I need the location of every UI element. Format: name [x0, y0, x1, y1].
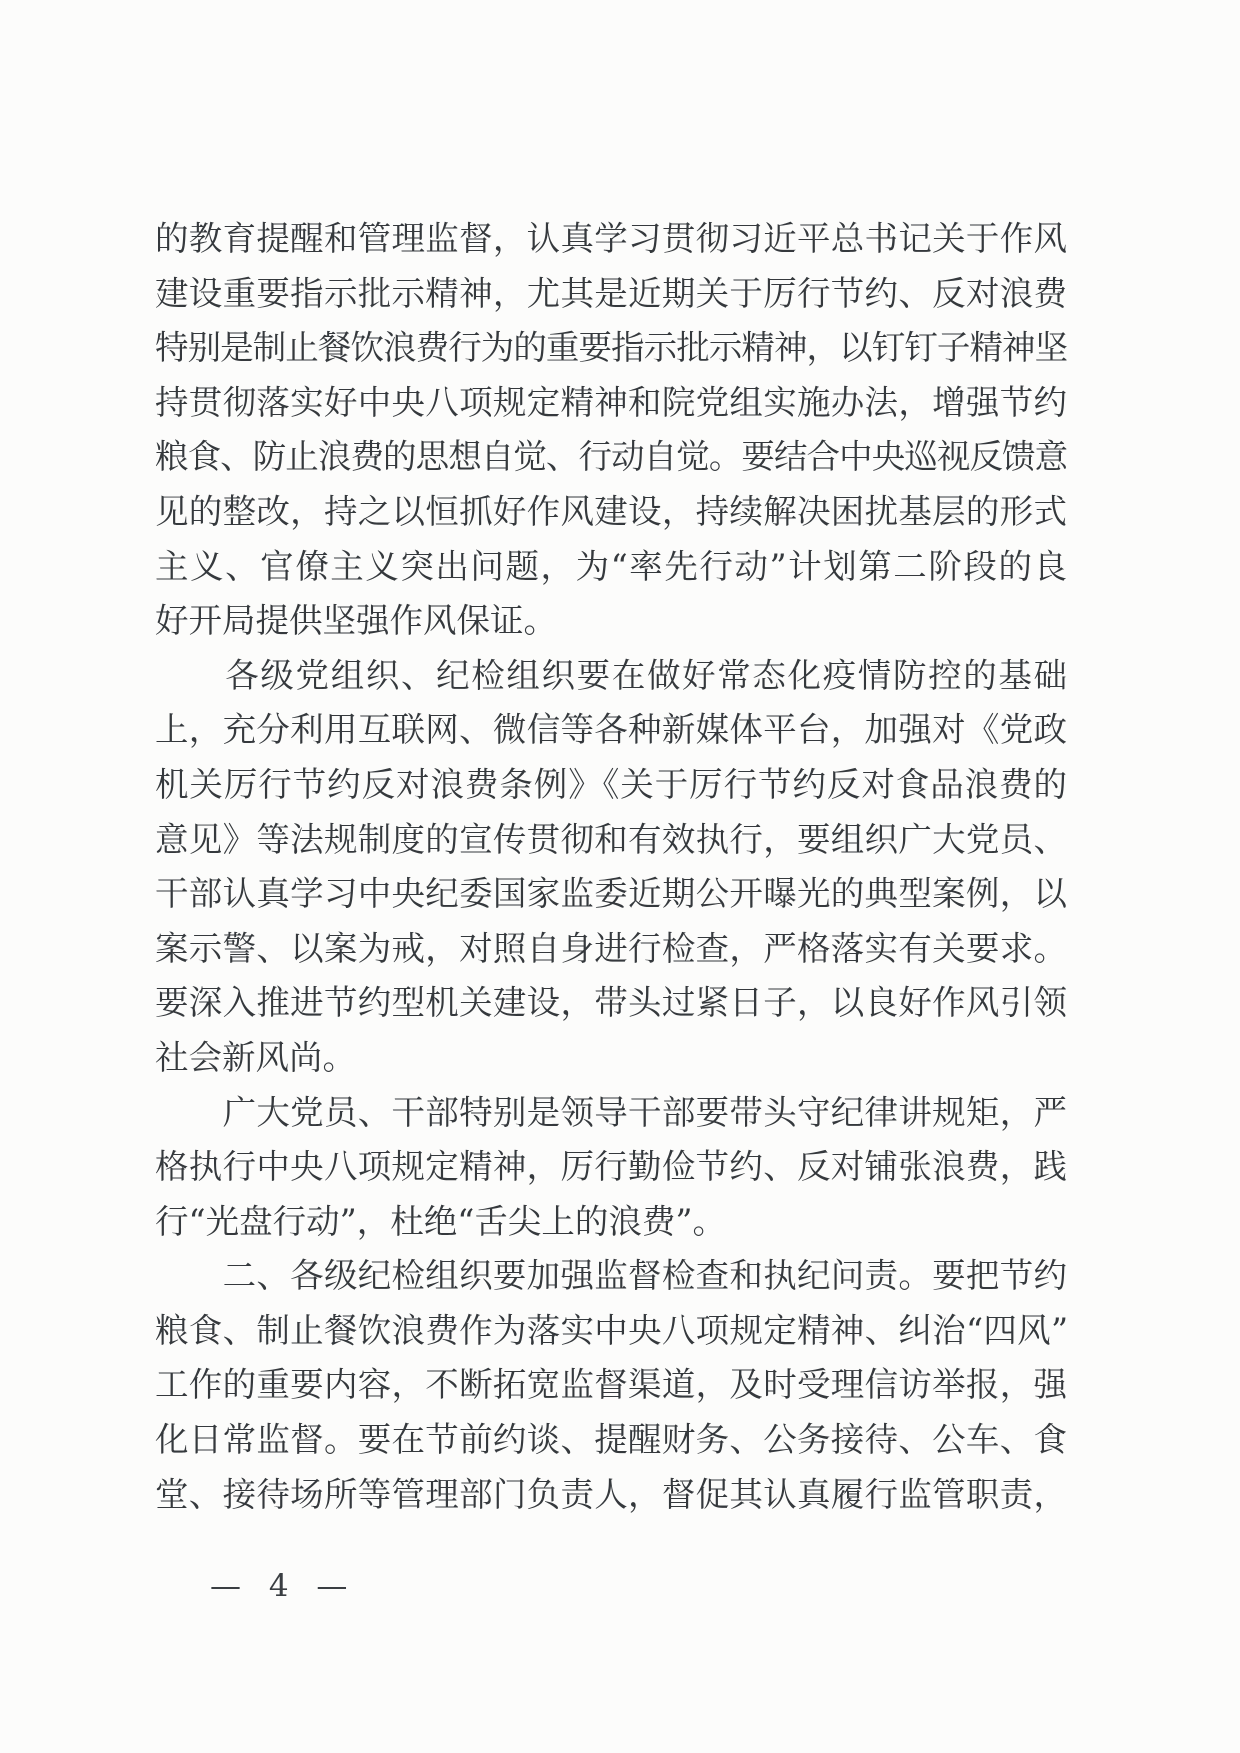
text-line: 案示警、以案为戒，对照自身进行检查，严格落实有关要求。 — [155, 928, 1067, 968]
text-line: 堂、接待场所等管理部门负责人，督促其认真履行监管职责， — [155, 1474, 1067, 1514]
text-line: 特别是制止餐饮浪费行为的重要指示批示精神，以钉钉子精神坚 — [155, 328, 1067, 368]
text-line: 格执行中央八项规定精神，厉行勤俭节约、反对铺张浪费，践 — [155, 1147, 1067, 1187]
text-line: 各级党组织、纪检组织要在做好常态化疫情防控的基础 — [155, 655, 1067, 695]
page-number: — 4 — — [210, 1568, 349, 1604]
text-line: 持贯彻落实好中央八项规定精神和院党组实施办法，增强节约 — [155, 382, 1067, 422]
text-line: 见的整改，持之以恒抓好作风建设，持续解决困扰基层的形式 — [155, 491, 1067, 531]
document-body — [155, 212, 1067, 1522]
text-line: 化日常监督。要在节前约谈、提醒财务、公务接待、公车、食 — [155, 1420, 1067, 1460]
text-line: 行“光盘行动”，杜绝“舌尖上的浪费”。 — [155, 1201, 727, 1241]
text-line: 社会新风尚。 — [155, 1037, 356, 1077]
text-line: 主义、官僚主义突出问题，为“率先行动”计划第二阶段的良 — [155, 546, 1067, 586]
text-line: 建设重要指示批示精神，尤其是近期关于厉行节约、反对浪费 — [155, 273, 1067, 313]
text-line: 粮食、制止餐饮浪费作为落实中央八项规定精神、纠治“四风” — [155, 1310, 1067, 1350]
text-line: 广大党员、干部特别是领导干部要带头守纪律讲规矩，严 — [155, 1092, 1067, 1132]
text-line: 好开局提供坚强作风保证。 — [155, 601, 557, 641]
text-line: 工作的重要内容，不断拓宽监督渠道，及时受理信访举报，强 — [155, 1365, 1067, 1405]
text-line: 意见》等法规制度的宣传贯彻和有效执行，要组织广大党员、 — [155, 819, 1067, 859]
text-line: 要深入推进节约型机关建设，带头过紧日子，以良好作风引领 — [155, 983, 1067, 1023]
text-line: 的教育提醒和管理监督，认真学习贯彻习近平总书记关于作风 — [155, 219, 1067, 258]
text-line: 上，充分利用互联网、微信等各种新媒体平台，加强对《党政 — [155, 710, 1067, 750]
text-line: 机关厉行节约反对浪费条例》《关于厉行节约反对食品浪费的 — [155, 764, 1067, 804]
text-line: 干部认真学习中央纪委国家监委近期公开曝光的典型案例，以 — [155, 874, 1067, 914]
text-line: 二、各级纪检组织要加强监督检查和执纪问责。要把节约 — [155, 1256, 1067, 1296]
text-line: 粮食、防止浪费的思想自觉、行动自觉。要结合中央巡视反馈意 — [155, 437, 1067, 477]
